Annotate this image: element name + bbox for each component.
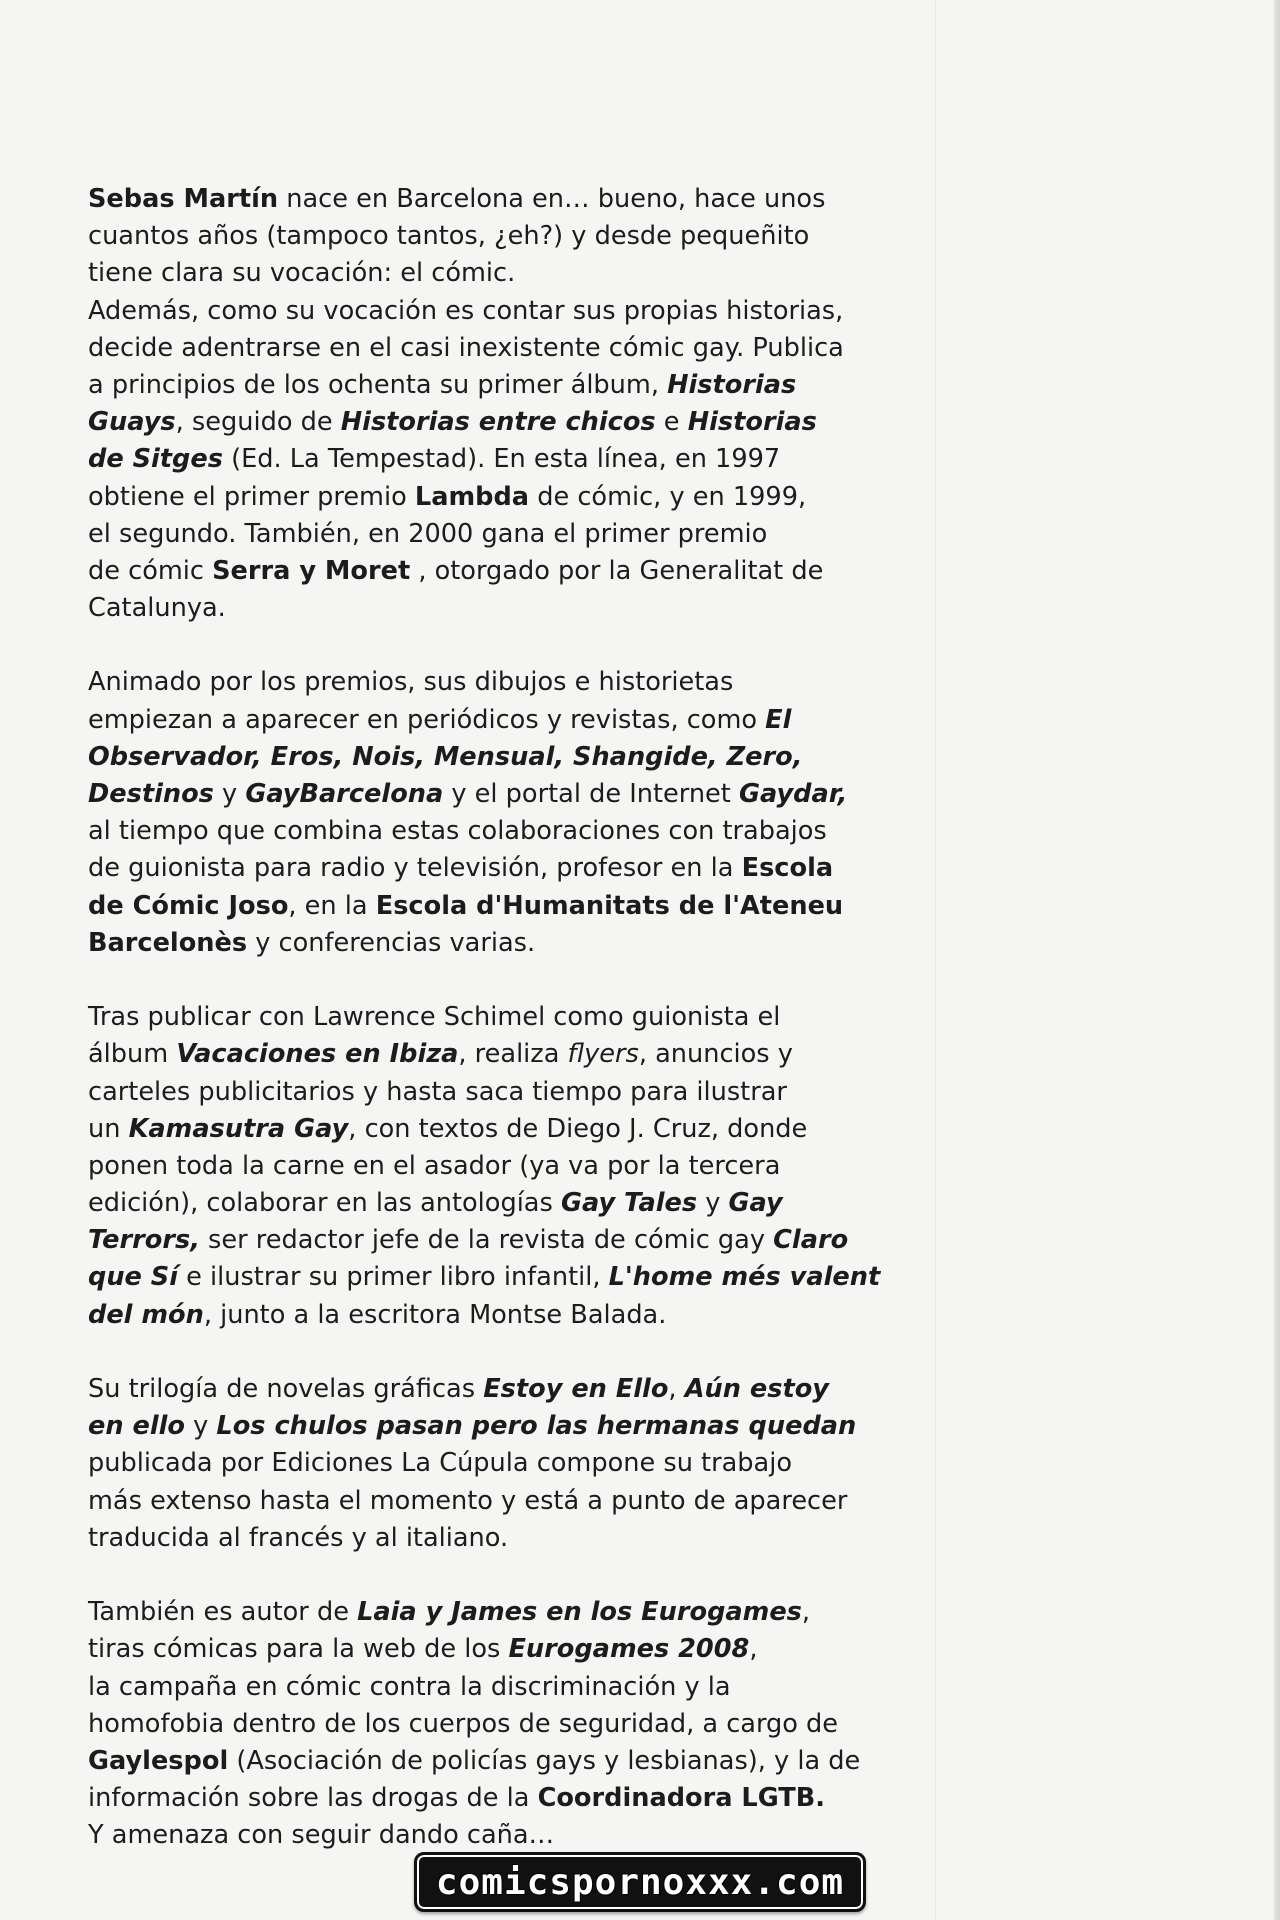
text-line: al tiempo que combina estas colaboraciones con trabajos [88,816,827,847]
school-name: Escola d'Humanitats de l'Ateneu [375,890,844,921]
portal-title: Gaydar, [738,779,848,809]
author-name: Sebas Martín [88,184,279,214]
bio-paragraph-3 [88,999,881,1334]
text-line: obtiene el primer premio Lambda de cómic, y en 1999, [88,481,807,512]
novel-title: Aún estoy [684,1374,829,1404]
novel-title: en ello [88,1411,185,1442]
text-line: álbum Vacaciones en Ibiza, realiza flyers, anuncios y [88,1039,793,1070]
text-line: homofobia dentro de los cuerpos de seguridad, a cargo de [88,1708,839,1739]
text-line: más extenso hasta el momento y está a punto de aparecer [88,1485,848,1516]
text-line: información sobre las drogas de la Coordinadora LGTB. [88,1783,825,1814]
anthology-title: Gay [728,1188,783,1219]
text-line: a principios de los ochenta su primer álbum, Historias [88,369,797,400]
page-edge [1274,0,1280,1920]
text-line: tiras cómicas para la web de los Eurogames 2008, [88,1634,758,1665]
comic-title: Laia y James en los Eurogames [357,1597,802,1628]
text-line: carteles publicitarios y hasta saca tiempo para ilustrar [88,1076,787,1107]
magazine-title: Claro [773,1225,849,1256]
text-line: Además, como su vocación es contar sus propias historias, [88,295,844,326]
text-line: la campaña en cómic contra la discriminación y la [88,1671,731,1702]
text-line: publicada por Ediciones La Cúpula compone su trabajo [88,1448,792,1479]
text-line: Animado por los premios, sus dibujos e historietas [88,667,734,698]
text-line: de guionista para radio y televisión, profesor en la Escola [88,853,834,884]
text-line: un Kamasutra Gay, con textos de Diego J. Cruz, donde [88,1113,808,1144]
text-line [88,739,878,776]
text-line: Tras publicar con Lawrence Schimel como guionista el [88,1002,781,1033]
text-line: de cómic Serra y Moret , otorgado por la Generalitat de [88,555,824,586]
text-line: decide adentrarse en el casi inexistente cómic gay. Publica [88,332,844,363]
bio-paragraph-2 [88,664,878,962]
school-name: de Cómic Joso [88,890,289,921]
book-title: Kamasutra Gay [128,1113,349,1144]
text-line: edición), colaborar en las antologías Gay Tales y Gay [88,1188,783,1219]
text-line: cuantos años (tampoco tantos, ¿eh?) y desde pequeñito [88,221,810,252]
text-line: Y amenaza con seguir dando caña… [88,1820,555,1851]
text-line: Terrors, ser redactor jefe de la revista de cómic gay Claro [88,1225,849,1256]
italic-term: flyers [567,1039,639,1070]
title-historias-guays: Guays [88,407,176,438]
text-line: el segundo. También, en 2000 gana el primer premio [88,518,768,549]
text-line: que Sí e ilustrar su primer libro infantil, L'home més valent [88,1262,881,1293]
text-line: Catalunya. [88,593,226,624]
organization-name: Coordinadora LGTB. [537,1783,825,1814]
text-line: Gaylespol (Asociación de policías gays y lesbianas), y la de [88,1745,861,1776]
text-line: Sebas Martín nace en Barcelona en… bueno, hace unos [88,184,826,214]
magazine-title: Observador, Eros, Nois, Mensual, Shangide, Zero, [88,741,803,772]
text-line: traducida al francés y al italiano. [88,1522,509,1553]
text-line: Su trilogía de novelas gráficas Estoy en Ello, Aún estoy [88,1374,829,1404]
title-historias-guays: Historias [667,369,797,400]
author-biography [88,181,881,1854]
magazine-title: El [765,704,792,735]
anthology-title: Gay Tales [560,1188,698,1219]
award-serra-y-moret: Serra y Moret [212,555,411,586]
bio-paragraph-1 [88,181,878,627]
title-historias-entre-chicos: Historias entre chicos [340,407,656,438]
award-lambda: Lambda [414,481,530,512]
magazine-title: Destinos [88,779,214,809]
text-line: Destinos y GayBarcelona y el portal de Internet Gaydar, [88,779,848,809]
school-name: Escola [741,853,834,884]
novel-title: Los chulos pasan pero las hermanas quedan [216,1411,857,1442]
magazine-title: GayBarcelona [245,779,444,809]
organization-name: Gaylespol [88,1745,229,1776]
school-name: Barcelonès [88,927,248,958]
album-title: Vacaciones en Ibiza [176,1039,459,1070]
text-line: tiene clara su vocación: el cómic. [88,258,516,289]
text-line: También es autor de Laia y James en los Eurogames, [88,1597,811,1628]
text-line: en ello y Los chulos pasan pero las hermanas quedan [88,1411,857,1442]
anthology-title: Terrors, [88,1225,200,1256]
bio-paragraph-4 [88,1371,878,1557]
title-historias-de-sitges: de Sitges [88,444,223,475]
text-line: ponen toda la carne en el asador (ya va por la tercera [88,1150,781,1181]
novel-title: Estoy en Ello [483,1374,669,1404]
book-title: del món [88,1299,204,1330]
text-line: de Sitges (Ed. La Tempestad). En esta línea, en 1997 [88,444,781,475]
text-line: Guays, seguido de Historias entre chicos e Historias [88,407,817,438]
bio-paragraph-5 [88,1594,878,1854]
text-line: Barcelonès y conferencias varias. [88,927,536,958]
event-title: Eurogames 2008 [508,1634,750,1665]
page-fold-line [935,0,936,1920]
text-line: de Cómic Joso, en la Escola d'Humanitats de l'Ateneu [88,890,844,921]
title-historias-de-sitges: Historias [687,407,817,438]
text-line: empiezan a aparecer en periódicos y revistas, como El [88,704,792,735]
magazine-title: que Sí [88,1262,179,1293]
site-watermark: comicspornoxxx.com [414,1852,866,1912]
book-title: L'home més valent [608,1262,881,1293]
text-line: del món, junto a la escritora Montse Balada. [88,1299,667,1330]
